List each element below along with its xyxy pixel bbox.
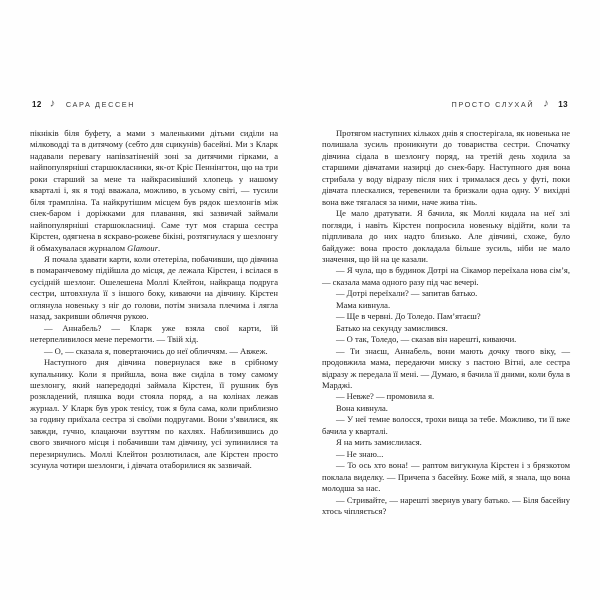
paragraph: — Невже? — промовила я. [336,391,435,402]
paragraph: — Ще в червні. До Толедо. Памʼятаєш? [336,311,481,322]
paragraph: — Стривайте, — нарешті звернув увагу батько. — Біля басейну хтось чіпляється? [322,494,570,516]
paragraph: — О так, Толедо, — сказав він нарешті, киваючи. [336,334,517,345]
paragraph: — У неї темне волосся, трохи вища за тебе. Можливо, ти її вже бачила у кварталі. [322,414,570,436]
verso-running-head [30,96,278,112]
book-title: ПРОСТО СЛУХАЙ [451,99,535,109]
paragraph: Мама кивнула. [336,299,391,310]
recto-page-number: 13 [558,99,568,109]
paragraph: — Аннабель? — Кларк уже взяла свої карти, їй нетерпеливилося мене перемогти. — Твій хід. [30,322,278,345]
paragraph: пікніків біля буфету, а мами з маленькими дітьми сиділи на мілководді та в дитячому (себто для сцикунів) басейні. Ми з Кларк надавали перевагу напівзатіненій зоні за дитячими гірками, а найпопулярніші старшокласники, як-от Кріс Пеннінгтон, що на три роки старший за мене та найкрасивіший хлопець у нашому кварталі і, як я тоді вважала, можливо, в усьому світі, — тусили біля трампліна. Та найкрутішим місцем був рядок шезлонгів між снек-баром і доріжками для плавання, які зазвичай займали найпопулярніші старшокласниці. Саме тут моя старша сестра Кірстен, одягнена в яскраво-рожеве бікіні, розтягнулася у шезлонгу й обмахувалася журналом Glamour. [30,128,278,253]
paragraph: Я на мить замислилася. [336,437,422,448]
paragraph: — Не знаю... [336,448,384,459]
verso-body-text [30,128,278,472]
paragraph: — Ти знаєш, Аннабель, вони мають дочку твого віку, — продовжила мама, передаючи миску з пастою Вітні, але сестра відразу ж передала її мені. — Думаю, я бачила її дними, коли була в Марджі. [322,345,570,390]
paragraph: — Дотрі переїхали? — запитав батько. [336,288,478,299]
author-name: САРА ДЕССЕН [65,99,136,109]
recto-running-head [322,96,570,112]
paragraph: Вона кивнула. [336,402,388,413]
paragraph: Протягом наступних кількох днів я спостерігала, як новенька не полишала зусиль проникнути до товариства сестри. Спочатку дівчина сідала в шезлонгу поряд, на третій день ходила за старшими дівчатами назирці до снек-бару. Наступного дня вона стрибала у воду відразу після них і трималася десь у футі, поки дівчата плескалися, теревенили та бризкали одна одну. У вихідні вона вже тягалася за ними, наче жива тінь. [322,128,570,207]
verso-page-number: 12 [32,99,42,109]
recto-page [300,0,600,600]
music-note-icon: ♪ [49,97,57,109]
paragraph: Наступного дня дівчина повернулася вже в срібному купальнику. Коли я прийшла, вона вже сиділа в тому самому шезлонгу, який напередодні займала Кірстен, її рушник був розкладений, пляшка води стояла поряд, а на колінах лежав журнал. У Кларк був урок тенісу, тож я була сама, коли приблизно за годину приїхала сестра зі своїми подругами. Вони зʼявилися, як завжди, гучно, клацаючи взуттям по кахлях. Наблизившись до свого звичного місця і побачивши там дівчину, усі зупинилися та перезирнулись. Моллі Клейтон розлютилася, але Кірстен просто зсунула чотири шезлонги, і дівчата отаборилися як зазвичай. [30,357,278,471]
paragraph: — То ось хто вона! — раптом вигукнула Кірстен і з брязкотом поклала виделку. — Причепа з басейну. Боже мій, я знала, що вона молодша за нас. [322,460,570,494]
paragraph: — Я чула, що в будинок Дотрі на Сікамор переїхала нова сімʼя, — сказала мама одного разу під час вечері. [322,265,570,287]
paragraph: Я почала здавати карти, коли отетеріла, побачивши, що дівчина в помаранчевому підійшла до місця, де лежала Кірстен, і всілася в сусідній шезлонг. Ошелешена Моллі Клейтон, найкраща подруга сестри, штовхнула її з іншого боку, киваючи на дівчину. Кірстен оглянула новеньку з ніг до голови, потім знизала плечима і лягла назад, закривши обличчя рукою. [30,253,278,322]
paragraph: Це мало дратувати. Я бачила, як Моллі кидала на неї злі погляди, і навіть Кірстен попросила новеньку відійти, коли та підпливала до них надто близько. Але дівчині, схоже, було байдуже: вона просто докладала більше зусиль, ніби не мало значення, що їй на це казали. [322,208,570,264]
music-note-icon: ♪ [543,97,551,109]
paragraph: Батько на секунду замислився. [336,322,448,333]
recto-body-text [322,128,570,517]
paragraph: — О, — сказала я, повертаючись до неї обличчям. — Авжеж. [44,345,268,356]
